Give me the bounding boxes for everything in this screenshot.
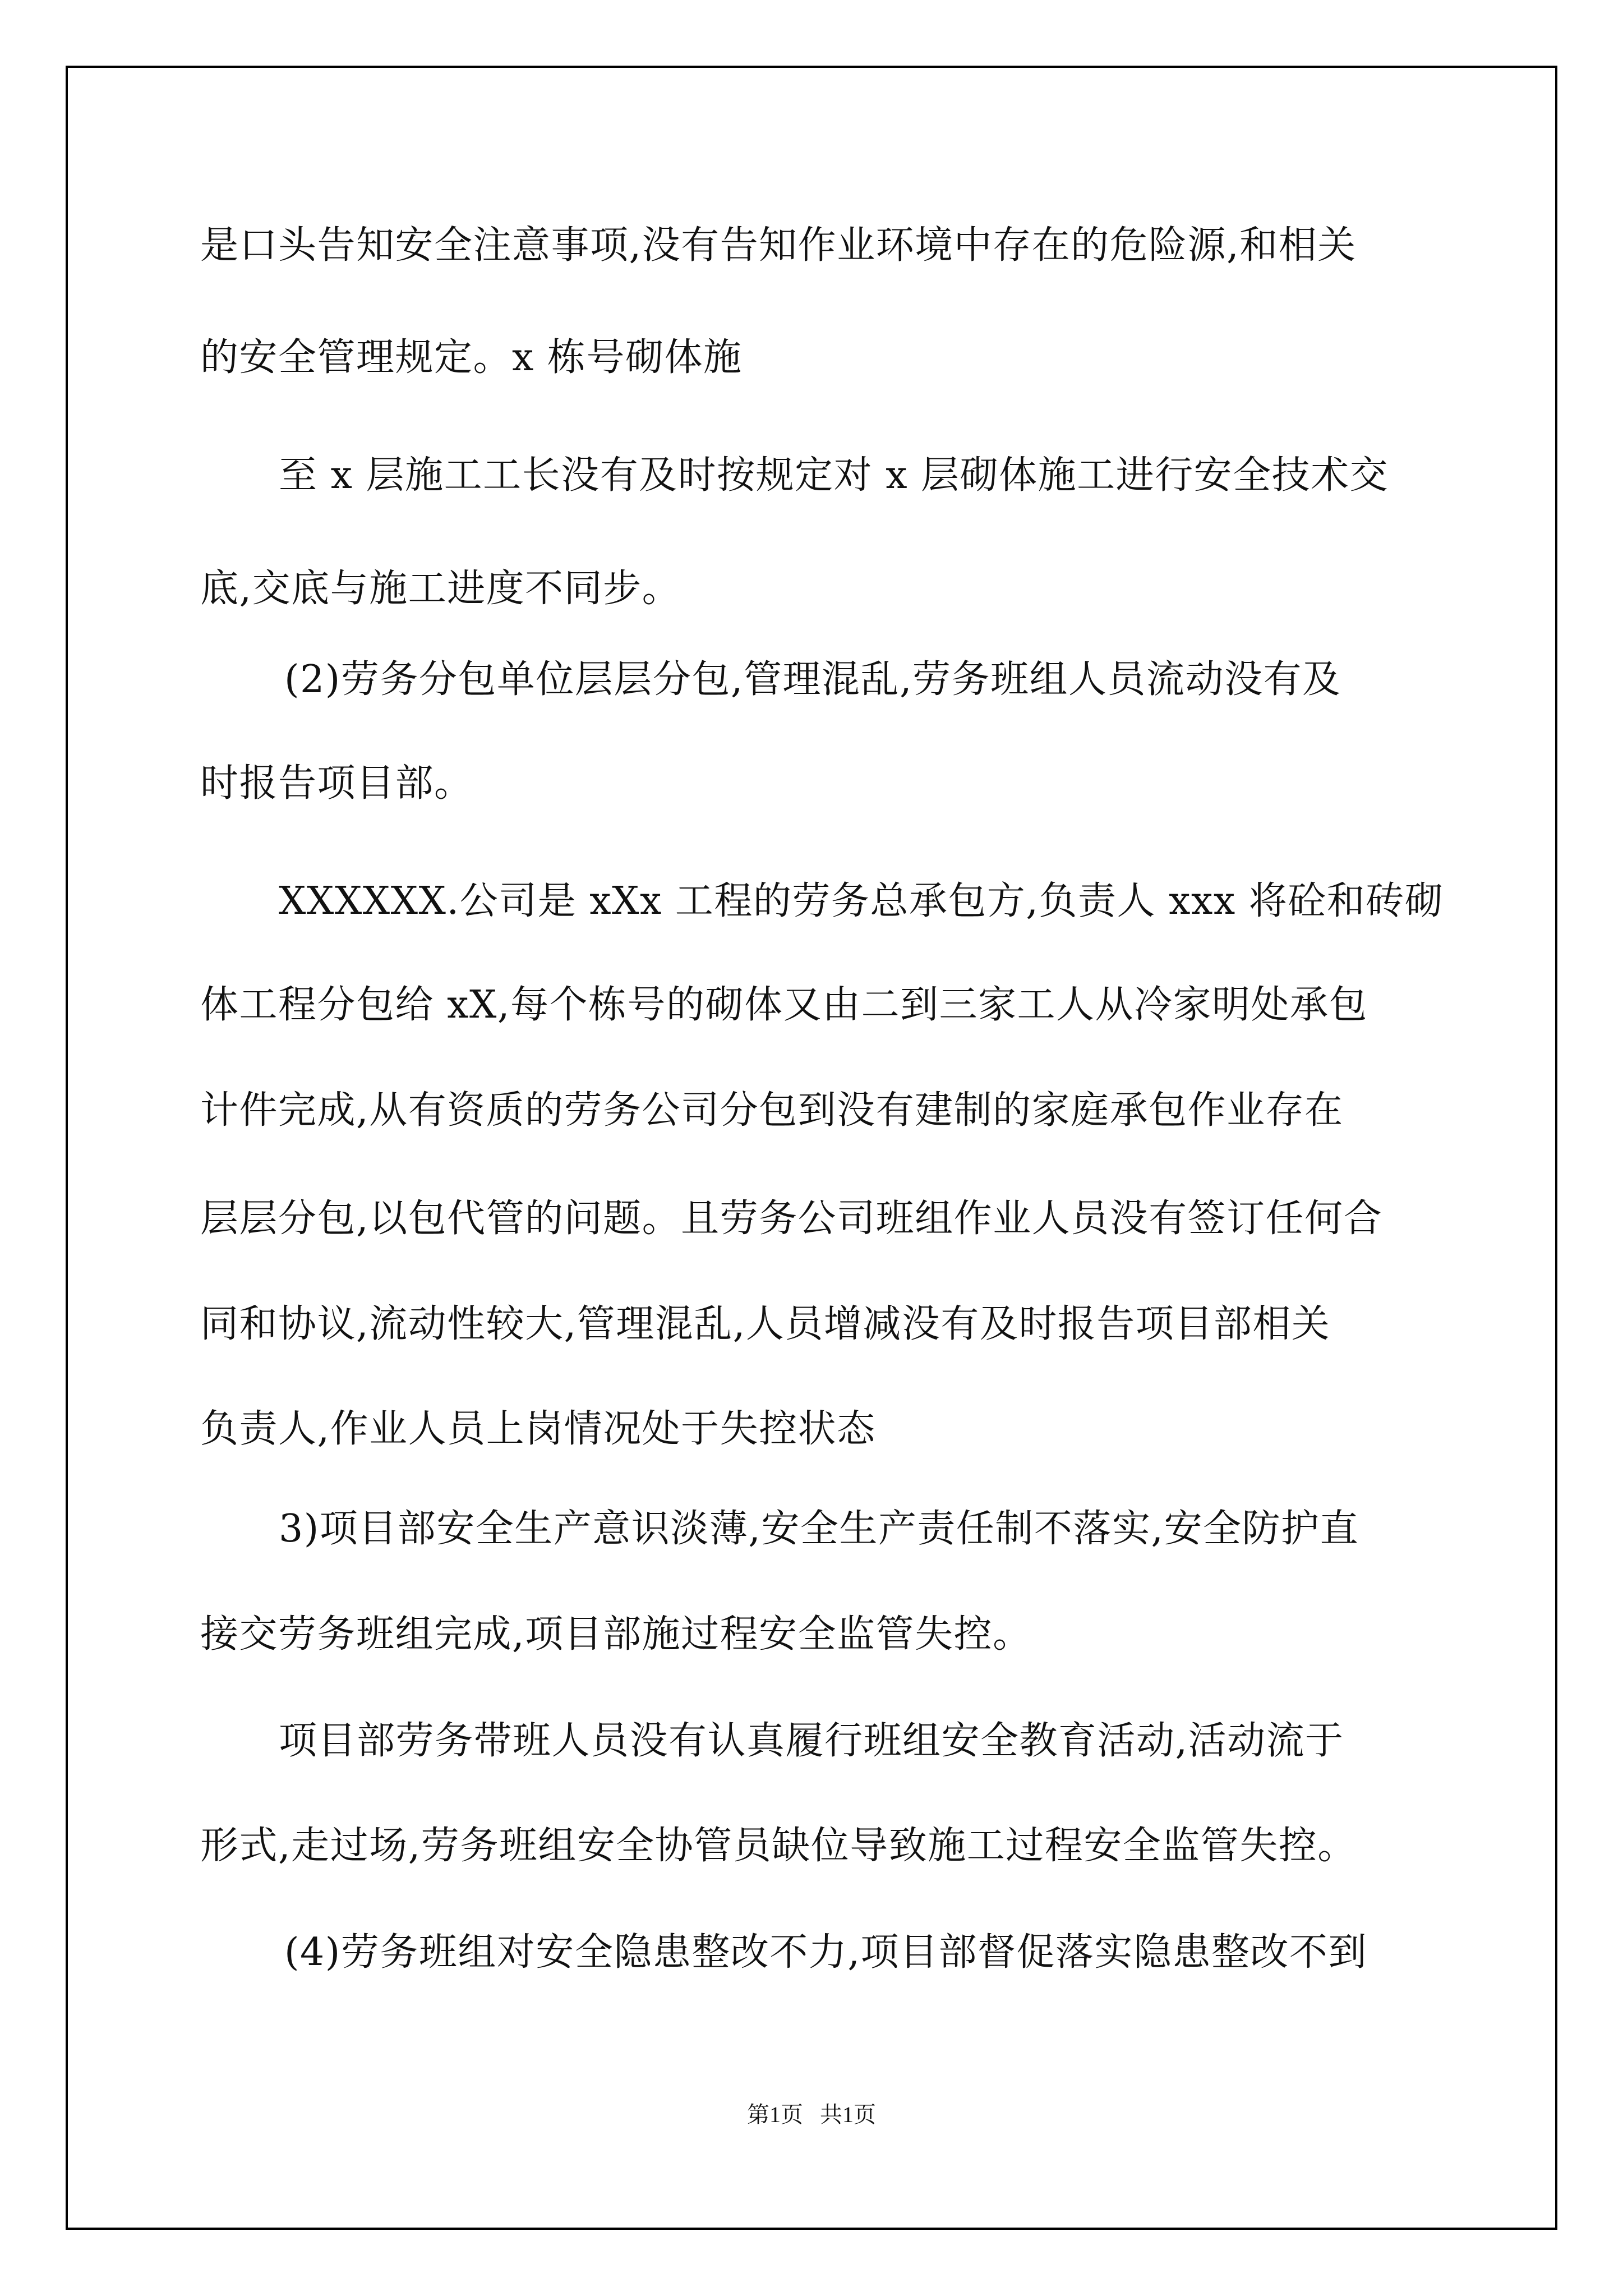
page-number-footer: 第1页 共1页 — [747, 2102, 876, 2127]
body-text-line: 体工程分包给 xX,每个栋号的砌体又由二到三家工人从冷家明处承包 — [200, 983, 1368, 1027]
body-text-line: 3)项目部安全生产意识淡薄,安全生产责任制不落实,安全防护直 — [279, 1507, 1359, 1551]
body-text-line: 层层分包,以包代管的问题。且劳务公司班组作业人员没有签订任何合 — [200, 1197, 1383, 1241]
body-text-line: 时报告项目部。 — [200, 761, 473, 806]
body-text-line: 至 x 层施工工长没有及时按规定对 x 层砌体施工进行安全技术交 — [279, 453, 1389, 498]
body-text-line: (2)劳务分包单位层层分包,管理混乱,劳务班组人员流动没有及 — [284, 657, 1341, 702]
body-text-line: 同和协议,流动性较大,管理混乱,人员增减没有及时报告项目部相关 — [200, 1302, 1331, 1346]
body-text-line: 负责人,作业人员上岗情况处于失控状态 — [200, 1407, 876, 1451]
body-text-line: 的安全管理规定。x 栋号砌体施 — [200, 335, 743, 380]
body-text-line: (4)劳务班组对安全隐患整改不力,项目部督促落实隐患整改不到 — [284, 1930, 1367, 1975]
body-text-line: 底,交底与施工进度不同步。 — [200, 567, 681, 611]
body-text-line: XXXXXX.公司是 xXx 工程的劳务总承包方,负责人 xxx 将砼和砖砌 — [279, 879, 1444, 923]
body-text-line: 接交劳务班组完成,项目部施过程安全监管失控。 — [200, 1612, 1032, 1657]
page-border — [66, 66, 1557, 2230]
body-text-line: 是口头告知安全注意事项,没有告知作业环境中存在的危险源,和相关 — [200, 223, 1357, 268]
body-text-line: 项目部劳务带班人员没有认真履行班组安全教育活动,活动流于 — [279, 1719, 1344, 1763]
body-text-line: 形式,走过场,劳务班组安全协管员缺位导致施工过程安全监管失控。 — [200, 1824, 1357, 1868]
body-text-line: 计件完成,从有资质的劳务公司分包到没有建制的家庭承包作业存在 — [200, 1088, 1344, 1133]
